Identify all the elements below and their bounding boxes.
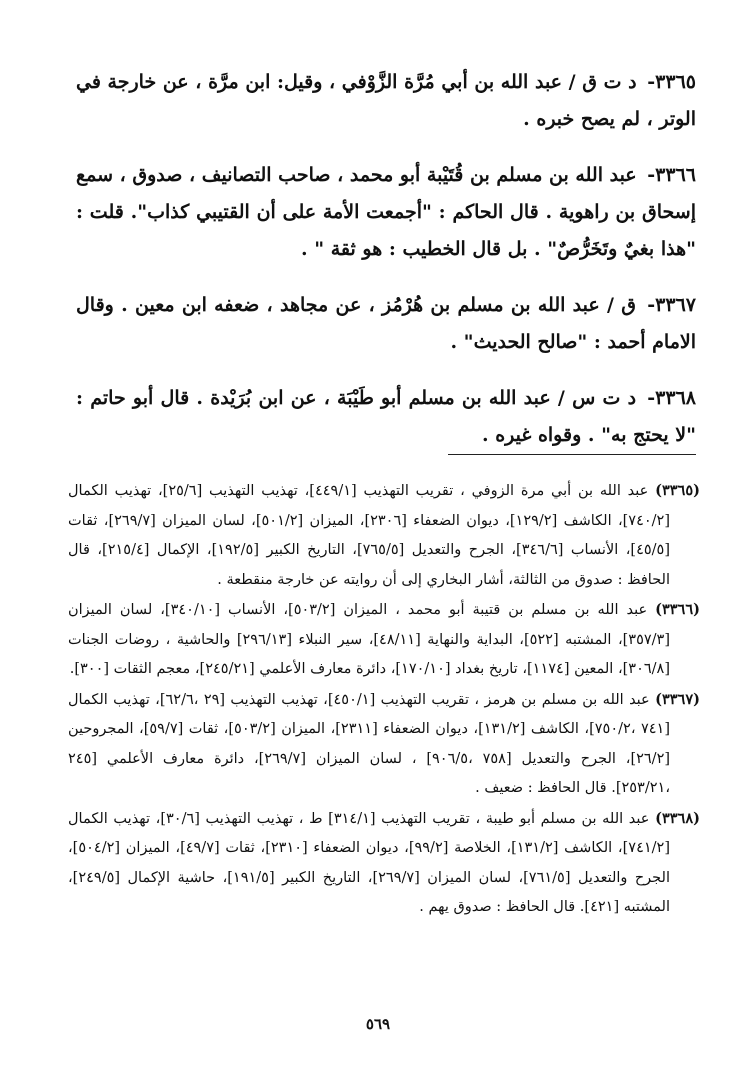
footnote-number: (٣٣٦٥) (655, 482, 700, 499)
footnote-3365 (68, 476, 700, 595)
footnote-number: (٣٣٦٨) (655, 809, 700, 827)
footnote-text: عبد الله بن مسلم بن قتيبة أبو محمد ، الميزان [٥٠٣/٢]، الأنساب [٣٤٠/١٠]، لسان الميزان [٣٥٧/٣]، المشتبه [٥٢٢]، البداية والنهاية [٤٨/١١]، سير النبلاء [٢٩٦/١٣] والحاشية ، روضات الجنات [٣٠٦/٨]، المعين [١١٧٤]، تاريخ بغداد [١٧٠/١٠]، دائرة معارف الأعلمي [٢٤٥/٢١]، معجم الثقات [٣٠٠]. (68, 602, 670, 677)
footnotes (68, 476, 700, 923)
entry-number: ٣٣٦٦- (647, 164, 696, 186)
footnote-number: (٣٣٦٧) (655, 690, 701, 708)
footnote-number: (٣٣٦٦) (655, 601, 701, 618)
entry-number: ٣٣٦٧- (647, 294, 696, 316)
entry-3365 (76, 64, 696, 138)
footnote-separator (448, 454, 696, 455)
main-text (76, 64, 696, 460)
footnote-text: عبد الله بن أبي مرة الزوفي ، تقريب التهذيب [٤٤٩/١]، تهذيب التهذيب [٢٥/٦]، تهذيب الكمال [٧٤٠/٢]، الكاشف [١٢٩/٢]، ديوان الضعفاء [٢٣٠٦]، الميزان [٥٠١/٢]، لسان الميزان [٢٦٩/٧]، ثقات [٤٥/٥]، الأنساب [٣٤٦/٦]، الجرح والتعديل [٧٦٥/٥]، التاريخ الكبير [١٩٢/٥]، الإكمال [٢١٥/٤]، قال الحافظ : صدوق من الثالثة، أشار البخاري إلى أن روايته عن خارجة منقطعة . (68, 483, 671, 588)
entry-text: د ت ق / عبد الله بن أبي مُرَّة الزَّوْفي ، وقيل: ابن مرَّة ، عن خارجة في الوتر ، لم يصح خبره . (76, 71, 696, 130)
footnote-3367 (68, 685, 700, 804)
entry-number: ٣٣٦٥- (647, 71, 696, 93)
entry-number: ٣٣٦٨- (647, 387, 696, 409)
entry-3367 (76, 287, 696, 361)
entry-text: ق / عبد الله بن مسلم بن هُرْمُز ، عن مجاهد ، ضعفه ابن معين . وقال الامام أحمد : "صالح الحديث" . (76, 294, 696, 353)
entry-3366 (76, 157, 696, 268)
footnote-text: عبد الله بن مسلم بن هرمز ، تقريب التهذيب [٤٥٠/١]، تهذيب التهذيب [٢٩ ،٦٢/٦]، تهذيب الكمال [٧٤١ ،٧٥٠/٢]، الكاشف [١٣١/٢]، ديوان الضعفاء [٢٣١١]، الميزان [٥٠٣/٢]، ثقات [٥٩/٧]، المجروحين [٢٦/٢]، الجرح والتعديل [٧٥٨ ،٩٠٦/٥] ، لسان الميزان [٢٦٩/٧]، دائرة معارف الأعلمي [٢٤٥ ،٢٥٣/٢١]. قال الحافظ : ضعيف . (68, 691, 671, 796)
page-number: ٥٦٩ (365, 1015, 391, 1033)
entry-text: د ت س / عبد الله بن مسلم أبو طَيْبَة ، عن ابن بُرَيْدة . قال أبو حاتم : "لا يحتج به" . وقواه غيره . (76, 387, 696, 446)
entry-text: عبد الله بن مسلم بن قُتَيْبة أبو محمد ، صاحب التصانيف ، صدوق ، سمع إسحاق بن راهوية . قال الحاكم : "أجمعت الأمة على أن القتيبي كذاب". قلت : "هذا بغيٌ وتَخَرُّصٌ" . بل قال الخطيب : هو ثقة " . (76, 164, 696, 260)
footnote-3368 (68, 804, 700, 923)
entry-3368 (76, 380, 696, 454)
footnote-text: عبد الله بن مسلم أبو طيبة ، تقريب التهذيب [٣١٤/١] ط ، تهذيب التهذيب [٣٠/٦]، تهذيب الكمال [٧٤١/٢]، الكاشف [١٣١/٢]، الخلاصة [٩٩/٢]، ديوان الضعفاء [٢٣١٠]، ثقات [٤٩/٧]، الميزان [٥٠٤/٢]، الجرح والتعديل [٧٦١/٥]، لسان الميزان [٢٦٩/٧]، التاريخ الكبير [١٩١/٥]، حاشية الإكمال [٢٤٩/٥]، المشتبه [٤٢١]. قال الحافظ : صدوق يهم . (68, 810, 670, 915)
footnote-3366 (68, 595, 700, 685)
